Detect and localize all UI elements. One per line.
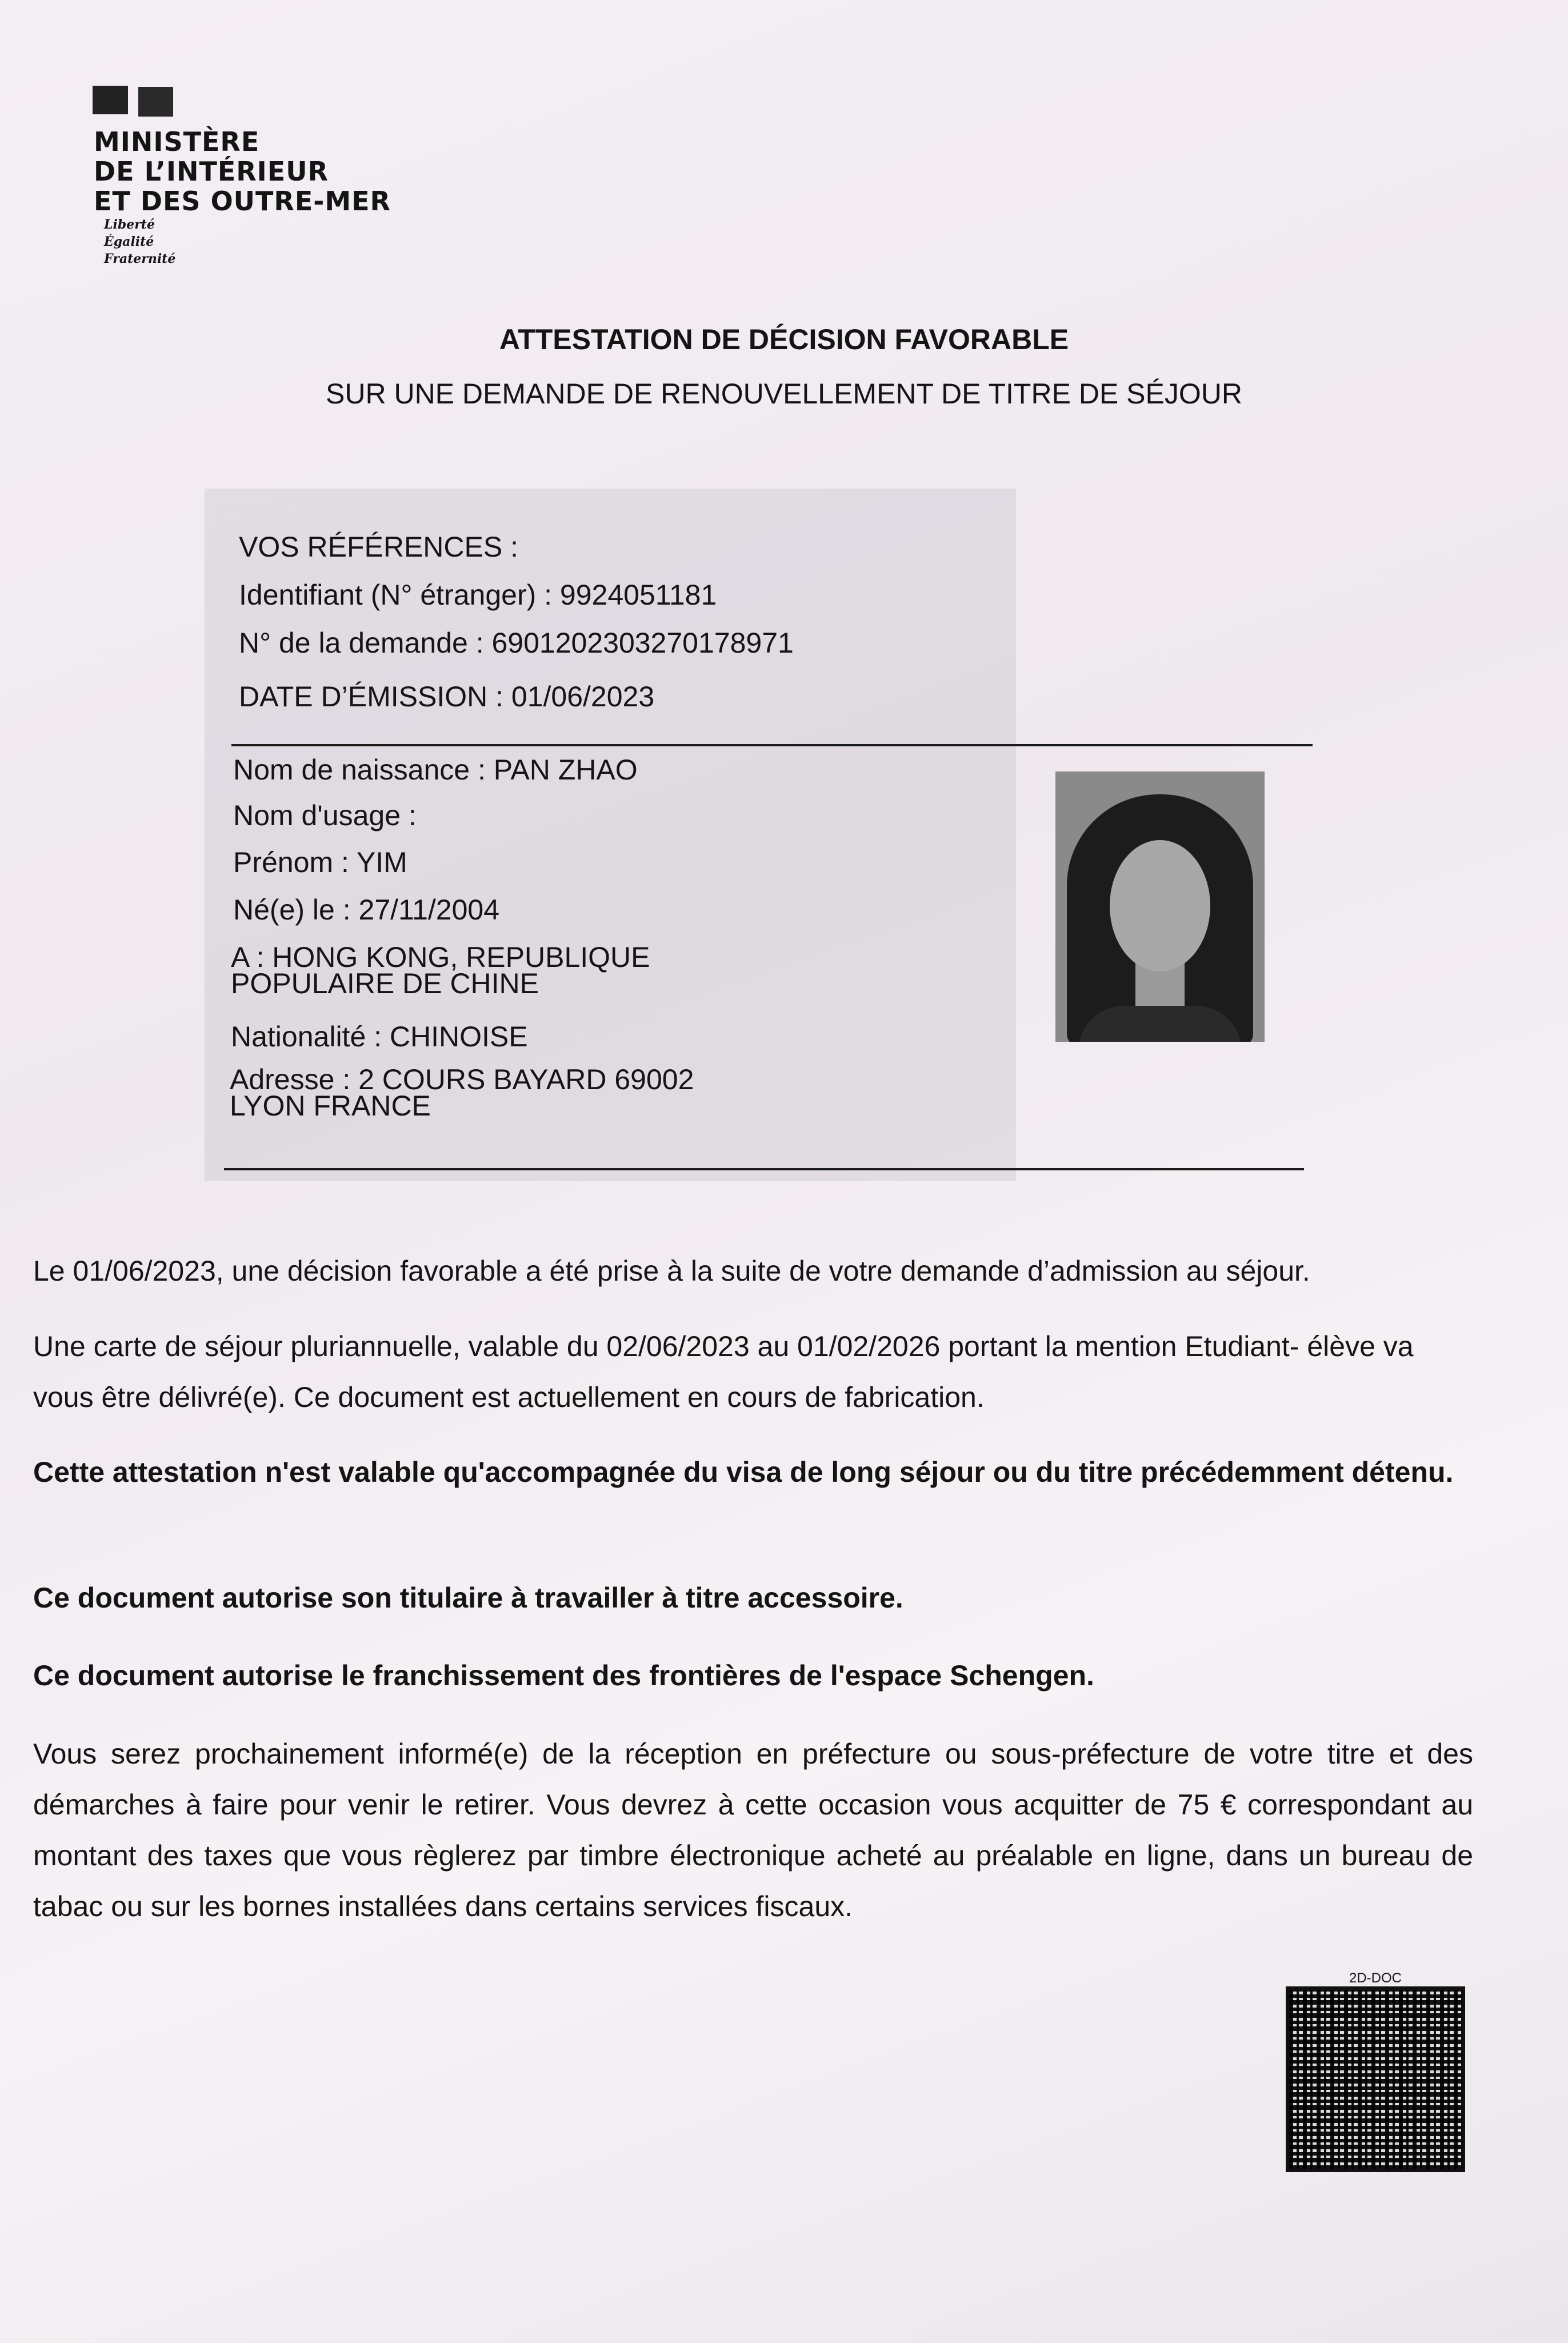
lieu-line: POPULAIRE DE CHINE [231,967,539,999]
document-title: ATTESTATION DE DÉCISION FAVORABLE [499,323,1069,355]
adresse [230,1063,694,1122]
barcode-matrix [1286,1986,1465,2172]
numero-demande: N° de la demande : 6901202303270178971 [239,627,794,659]
adresse-line: LYON FRANCE [230,1090,431,1122]
ministry-line: DE L’INTÉRIEUR [94,156,329,187]
2d-doc-barcode [1286,1970,1465,2172]
republic-motto [104,216,175,267]
barcode-label: 2D-DOC [1349,1970,1402,1986]
schengen-authorization: Ce document autorise le franchissement des frontières de l'espace Schengen. [33,1660,1094,1692]
motto-line: Égalité [104,234,154,249]
ministry-line: ET DES OUTRE-MER [94,186,391,217]
lieu-line: A : HONG KONG, REPUBLIQUE [231,941,650,973]
id-photo [1055,771,1265,1042]
identifiant: Identifiant (N° étranger) : 9924051181 [239,579,717,611]
references-heading: VOS RÉFÉRENCES : [239,531,518,563]
motto-line: Fraternité [104,251,176,266]
nom-usage: Nom d'usage : [233,799,417,831]
nationalite: Nationalité : CHINOISE [231,1021,528,1053]
nom-naissance: Nom de naissance : PAN ZHAO [233,754,638,786]
document-subtitle: SUR UNE DEMANDE DE RENOUVELLEMENT DE TITRE DE SÉJOUR [326,378,1242,410]
work-authorization: Ce document autorise son titulaire à travailler à titre accessoire. [33,1582,903,1614]
validity-notice: Cette attestation n'est valable qu'accompagnée du visa de long séjour ou du titre précédemment détenu. [33,1456,1454,1488]
divider [224,1168,1304,1170]
motto-line: Liberté [104,217,155,232]
lieu-naissance [231,941,650,999]
ministry-name [94,127,391,216]
date-naissance: Né(e) le : 27/11/2004 [233,894,500,926]
marianne-logo [93,86,173,117]
prenom: Prénom : YIM [233,846,407,878]
divider [231,744,1313,746]
date-emission: DATE D’ÉMISSION : 01/06/2023 [239,681,655,713]
adresse-line: Adresse : 2 COURS BAYARD 69002 [230,1063,694,1095]
ministry-line: MINISTÈRE [94,126,260,157]
decision-paragraph: Le 01/06/2023, une décision favorable a été prise à la suite de votre demande d’admission au séjour. [33,1255,1310,1287]
card-paragraph: Une carte de séjour pluriannuelle, valable du 02/06/2023 au 01/02/2026 portant la mention Etudiant- élève va vous être délivré(e). Ce document est actuellement en cours de fabrication. [33,1330,1414,1413]
retrieval-paragraph: Vous serez prochainement informé(e) de la réception en préfecture ou sous-préfecture de votre titre et des démarches à faire pour venir le retirer. Vous devrez à cette occasion vous acquitter de 75 € correspondant au montant des taxes que vous règlerez par timbre électronique acheté au préalable en ligne, dans un bureau de tabac ou sur les bornes installées dans certains services fiscaux. [33,1738,1473,1922]
